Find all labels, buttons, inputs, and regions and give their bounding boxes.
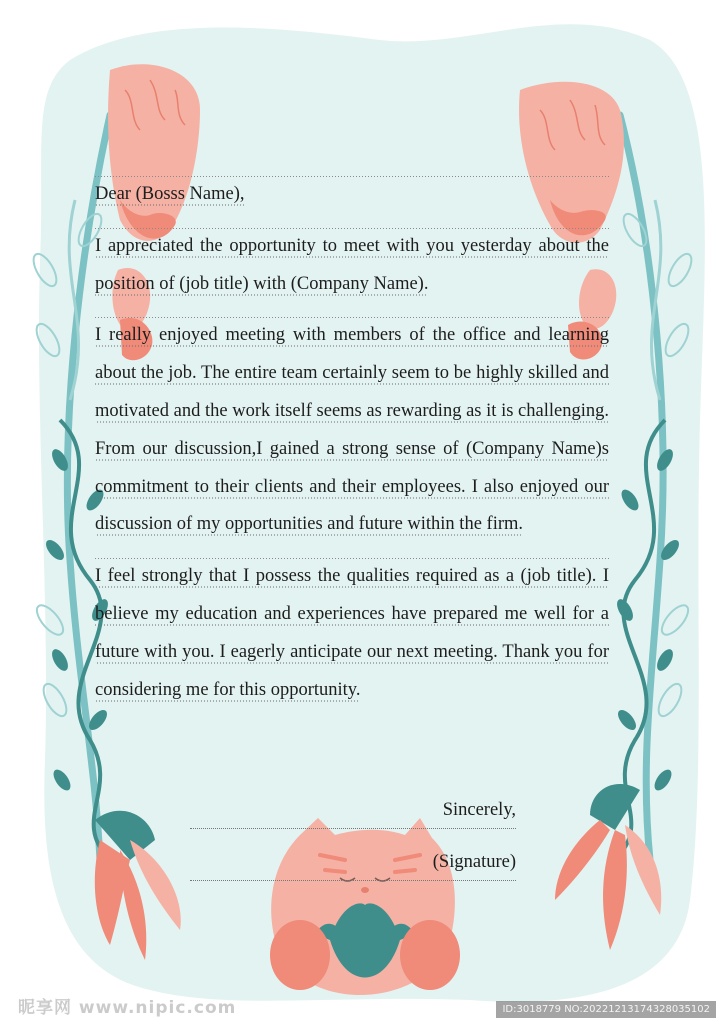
letter-body [95,176,609,723]
letter-paragraph-1: I appreciated the opportunity to meet with you yesterday about the position of (job title) with (Company Name). [95,228,609,304]
letter-greeting: Dear (Bosss Name), [95,176,609,214]
closing-text: Sincerely, [442,800,516,820]
watermark-id: ID:3018779 NO:20221213174328035102 [496,1001,716,1018]
letter-paragraph-3: I feel strongly that I possess the qualities required as a (job title). I believe my education and experiences have prepared me well for a future with you. I eagerly anticipate our next meeting. Thank you for considering me for this opportunity. [95,558,609,709]
watermark-logo: 昵享网 www.nipic.com [18,998,237,1018]
letter-paragraph-2: I really enjoyed meeting with members of the office and learning about the job. The entire team certainly seem to be highly skilled and motivated and the work itself seems as rewarding as it is challenging. From our discussion,I gained a strong sense of (Company Name)s commitment to their clients and their employees. I also enjoyed our discussion of my opportunities and future within the firm. [95,317,609,544]
cat-illustration [270,818,460,995]
watermark-bar [0,994,724,1024]
signature-text: (Signature) [432,852,516,872]
closing-line [190,800,516,829]
signature-line [190,852,516,881]
